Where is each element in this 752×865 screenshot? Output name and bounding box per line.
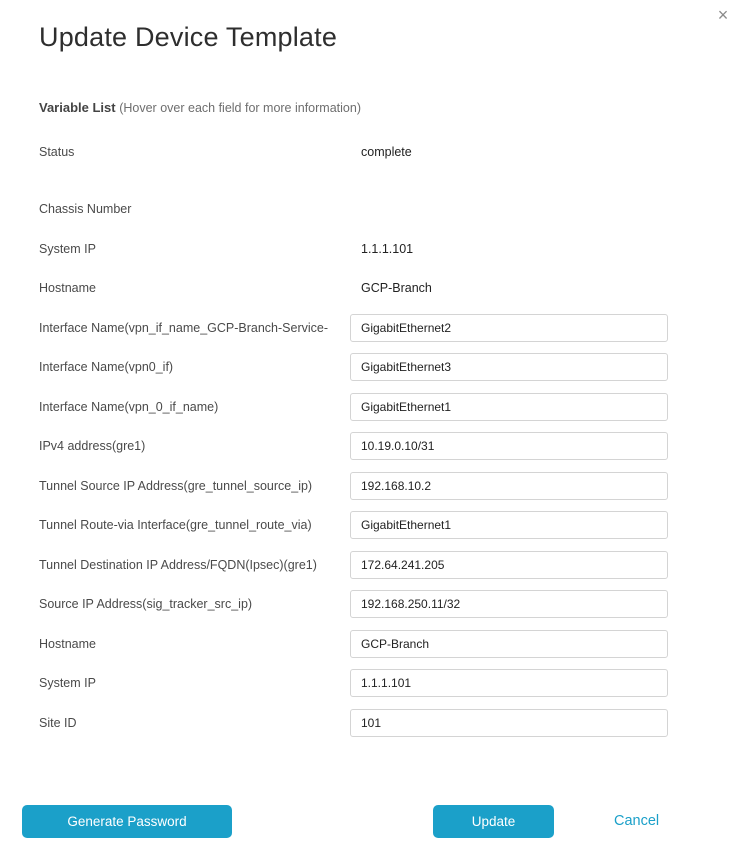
field-row-static	[39, 138, 668, 166]
field-value: GCP-Branch	[361, 281, 432, 295]
field-label: Source IP Address(sig_tracker_src_ip)	[39, 597, 253, 611]
field-input[interactable]	[350, 432, 668, 460]
field-input[interactable]	[350, 393, 668, 421]
field-label: Tunnel Source IP Address(gre_tunnel_source_ip)	[39, 478, 313, 493]
field-row-input	[39, 314, 668, 342]
field-input[interactable]	[350, 353, 668, 381]
field-value: 1.1.1.101	[361, 241, 414, 256]
cancel-link[interactable]: Cancel	[614, 805, 659, 838]
field-row-static	[39, 274, 668, 302]
field-label: System IP	[39, 241, 96, 256]
field-label: Chassis Number	[39, 202, 132, 216]
field-label: Interface Name(vpn0_if)	[39, 360, 174, 374]
field-input[interactable]	[350, 472, 668, 500]
variable-list	[39, 138, 668, 737]
field-label: IPv4 address(gre1)	[39, 439, 146, 453]
field-label: Site ID	[39, 715, 77, 730]
dialog-footer	[0, 805, 752, 845]
generate-password-button[interactable]: Generate Password	[22, 805, 232, 838]
field-label: Hostname	[39, 281, 96, 295]
field-input[interactable]	[350, 669, 668, 697]
field-value: complete	[361, 145, 412, 159]
close-icon[interactable]: ×	[712, 4, 734, 26]
input-rows	[39, 314, 668, 737]
field-row-input	[39, 432, 668, 460]
field-label: Tunnel Destination IP Address/FQDN(Ipsec)(gre1)	[39, 557, 317, 572]
field-label: Interface Name(vpn_if_name_GCP-Branch-Service-	[39, 320, 329, 335]
field-row-static	[39, 195, 668, 223]
field-label: Tunnel Route-via Interface(gre_tunnel_route_via)	[39, 518, 312, 532]
field-label: Status	[39, 145, 75, 159]
field-row-input	[39, 590, 668, 618]
field-row-input	[39, 630, 668, 658]
field-input[interactable]	[350, 630, 668, 658]
variable-list-label: Variable List	[39, 100, 116, 115]
field-label: Hostname	[39, 636, 96, 651]
static-rows	[39, 138, 668, 302]
dialog-title: Update Device Template	[39, 22, 338, 52]
field-input[interactable]	[350, 709, 668, 737]
update-button[interactable]: Update	[433, 805, 554, 838]
field-input[interactable]	[350, 590, 668, 618]
field-input[interactable]	[350, 511, 668, 539]
field-row-input	[39, 472, 668, 500]
field-input[interactable]	[350, 551, 668, 579]
variable-list-heading	[39, 100, 752, 115]
field-row-input	[39, 669, 668, 697]
field-label: System IP	[39, 676, 96, 690]
field-row-input	[39, 393, 668, 421]
field-row-input	[39, 709, 668, 737]
field-row-static	[39, 235, 668, 263]
field-row-input	[39, 511, 668, 539]
field-row-input	[39, 353, 668, 381]
variable-list-hint: (Hover over each field for more information)	[119, 101, 361, 115]
field-input[interactable]	[350, 314, 668, 342]
field-row-input	[39, 551, 668, 579]
field-label: Interface Name(vpn_0_if_name)	[39, 399, 219, 414]
